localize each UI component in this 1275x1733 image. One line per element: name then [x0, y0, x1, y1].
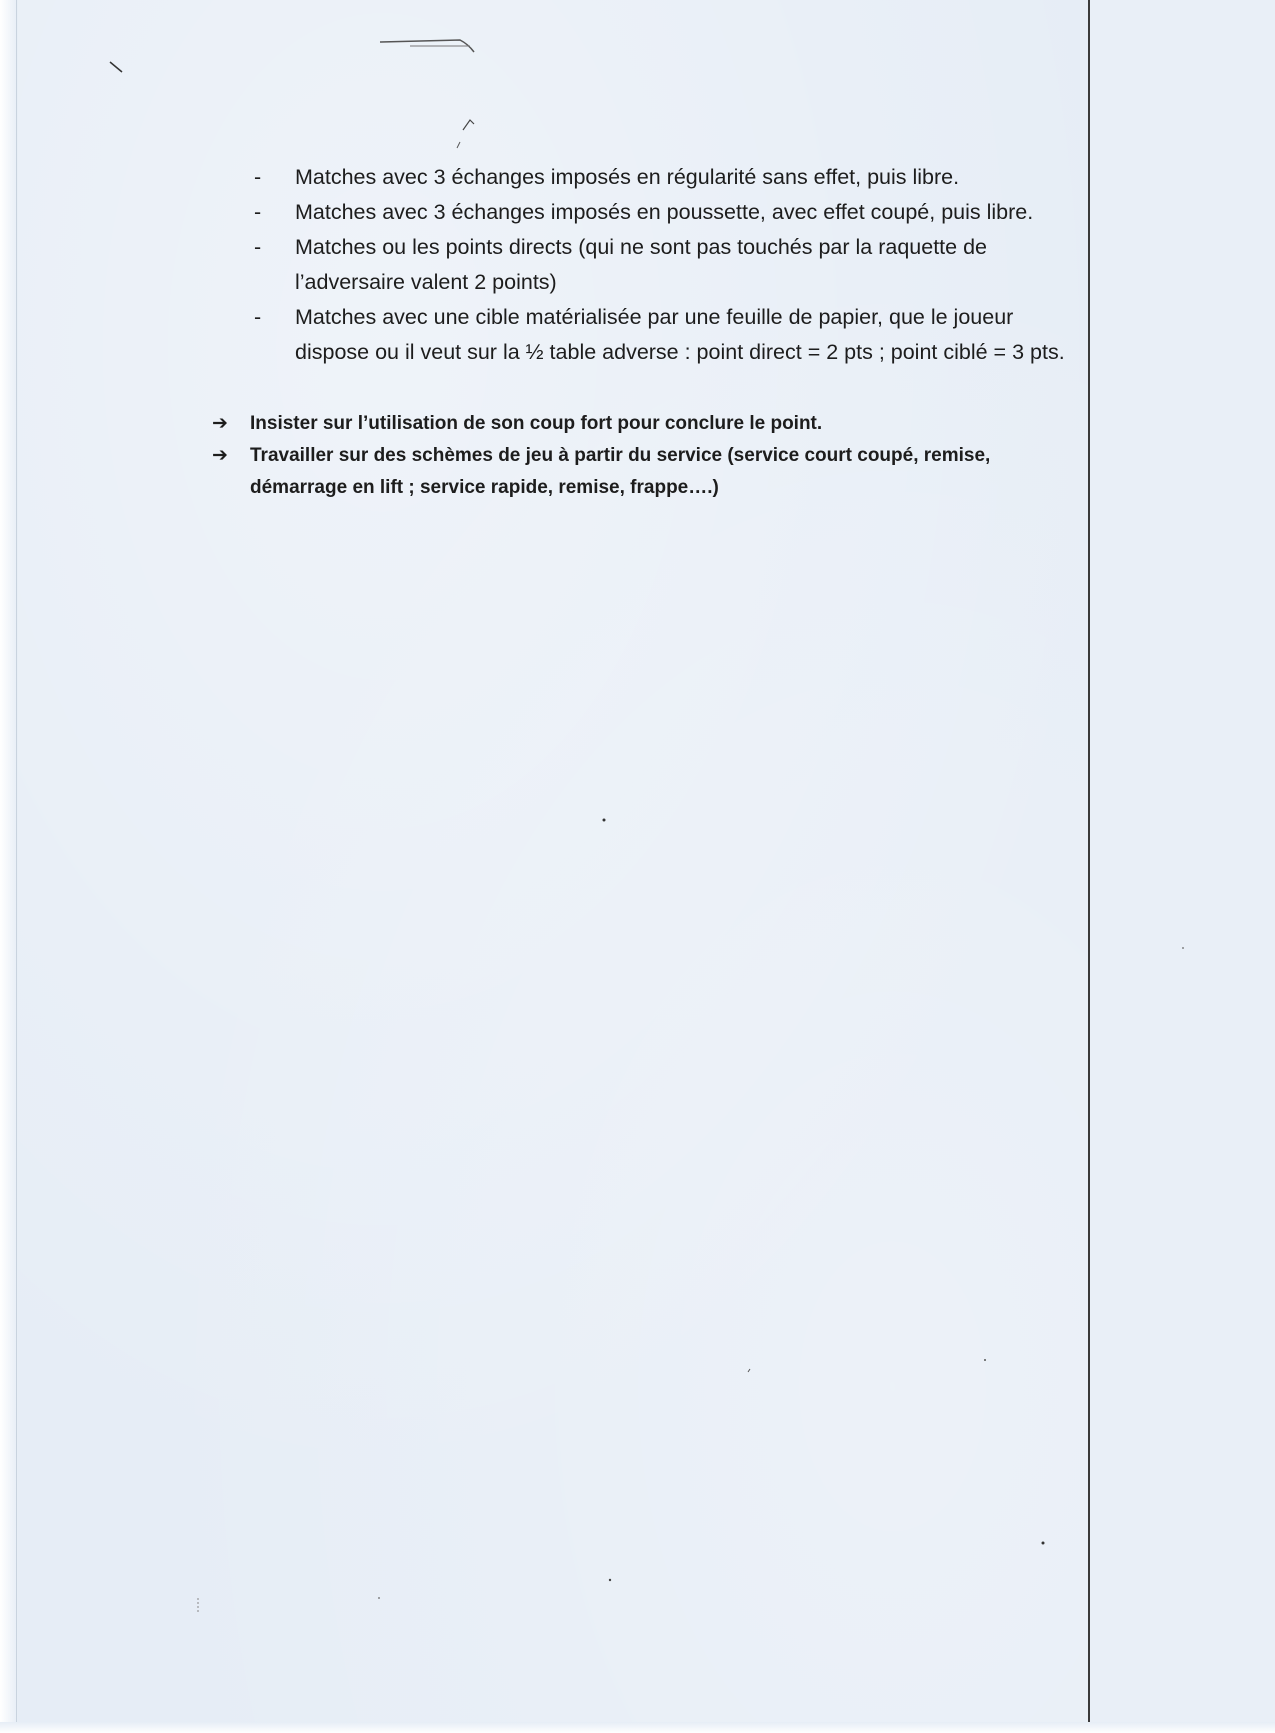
- arrow-bullet-list: [212, 408, 1092, 504]
- list-item: [212, 408, 1092, 440]
- dash-bullet: -: [254, 235, 262, 259]
- arrow-right-icon: ➔: [212, 413, 228, 434]
- list-item-text: Travailler sur des schèmes de jeu à partir du service (service court coupé, remise,: [250, 445, 991, 466]
- list-item-text: Matches ou les points directs (qui ne sont pas touchés par la raquette de: [295, 235, 987, 259]
- list-item-text: dispose ou il veut sur la ½ table adverse : point direct = 2 pts ; point ciblé = 3 pts.: [295, 340, 1065, 364]
- list-item-text: Matches avec une cible matérialisée par une feuille de papier, que le joueur: [295, 305, 1014, 329]
- list-item: [250, 195, 1130, 230]
- dash-bullet: -: [254, 200, 262, 224]
- list-item-text: Matches avec 3 échanges imposés en poussette, avec effet coupé, puis libre.: [295, 200, 1034, 224]
- list-item: [250, 300, 1130, 370]
- dash-bullet: -: [254, 165, 262, 189]
- dash-bullet-list: [250, 160, 1130, 370]
- list-item-text: Matches avec 3 échanges imposés en régularité sans effet, puis libre.: [295, 165, 960, 189]
- list-item: [250, 160, 1130, 195]
- list-item: [212, 440, 1092, 504]
- list-item: [250, 230, 1130, 300]
- list-item-text: démarrage en lift ; service rapide, remise, frappe….): [250, 477, 719, 498]
- dash-bullet: -: [254, 305, 262, 329]
- list-item-text: Insister sur l’utilisation de son coup fort pour conclure le point.: [250, 413, 823, 434]
- list-item-text: l’adversaire valent 2 points): [295, 270, 557, 294]
- arrow-right-icon: ➔: [212, 445, 228, 466]
